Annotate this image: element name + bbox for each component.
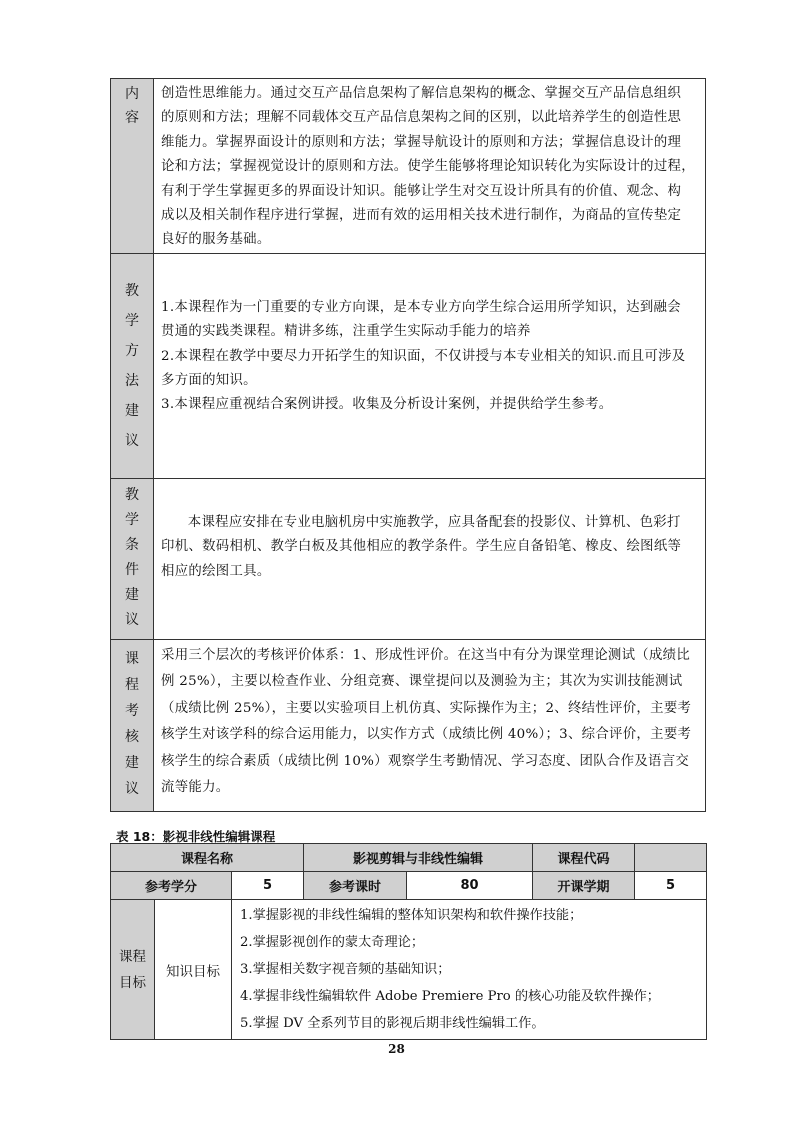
text-line: 印机、数码相机、教学白板及其他相应的教学条件。学生应自备铅笔、橡皮、绘图纸等	[161, 539, 682, 555]
label-char: 课	[125, 650, 139, 667]
teaching-conditions-row	[111, 478, 706, 639]
teaching-method-text-cell	[154, 253, 706, 478]
label-char: 建	[125, 754, 139, 771]
table-caption: 表 18：影视非线性编辑课程	[116, 829, 276, 844]
label-char: 建	[125, 402, 139, 419]
text-line: 本课程应安排在专业电脑机房中实施教学，应具备配套的投影仪、计算机、色彩打	[187, 514, 681, 530]
course-code-value	[635, 844, 707, 872]
text-line: 采用三个层次的考核评价体系：1、形成性评价。在这当中有分为课堂理论测试（成绩比	[161, 647, 691, 663]
label-char: 方	[125, 342, 139, 359]
label-char: 件	[125, 561, 139, 578]
goal-label-line: 课程	[119, 948, 146, 965]
course-name-value: 影视剪辑与非线性编辑	[304, 844, 533, 872]
goal-label-line: 目标	[119, 974, 146, 991]
course-info-table	[110, 843, 707, 1040]
credits-row	[111, 872, 707, 900]
text-line: 成以及相关制作程序进行掌握，进而有效的运用相关技术进行制作，为商品的宣传垫定	[161, 208, 682, 224]
text-line: 相应的绘图工具。	[161, 563, 271, 579]
course-goal-label	[111, 900, 155, 1040]
course-detail-table	[110, 78, 706, 812]
label-char: 议	[125, 611, 139, 628]
teaching-method-row	[111, 253, 706, 478]
content-text-cell	[154, 79, 706, 254]
text-line: 2.本课程在教学中要尽力开拓学生的知识面，不仅讲授与本专业相关的知识.而且可涉及	[161, 348, 686, 364]
text-line: 创造性思维能力。通过交互产品信息架构了解信息架构的概念、掌握交互产品信息组织	[161, 86, 682, 101]
text-line: 流等能力。	[161, 780, 230, 796]
assessment-label-cell	[111, 639, 154, 811]
text-line: 贯通的实践类课程。精讲多练，注重学生实际动手能力的培养	[161, 324, 531, 340]
teaching-conditions-label-cell	[111, 478, 154, 639]
label-char: 议	[125, 432, 139, 449]
text-line: 核学生对该学科的综合运用能力，以实作方式（成绩比例 40%）；3、综合评价，主要考	[161, 727, 692, 743]
label-char: 教	[125, 486, 139, 503]
text-line: 1.本课程作为一门重要的专业方向课，是本专业方向学生综合运用所学知识，达到融会	[161, 299, 681, 315]
knowledge-goals-cell	[232, 900, 707, 1040]
text-line: 的原则和方法；理解不同载体交互产品信息架构之间的区别，以此培养学生的创造性思	[161, 110, 682, 126]
label-char: 考	[125, 702, 139, 719]
text-line: 维能力。掌握界面设计的原则和方法；掌握导航设计的原则和方法；掌握信息设计的理	[161, 134, 682, 150]
label-char: 议	[125, 780, 139, 797]
course-code-label: 课程代码	[533, 844, 635, 872]
label-char: 核	[125, 728, 139, 745]
semester-value: 5	[635, 872, 707, 900]
teaching-method-label-cell	[111, 253, 154, 478]
teaching-conditions-text-cell	[154, 478, 706, 639]
label-char: 内	[125, 86, 139, 102]
assessment-row	[111, 639, 706, 811]
label-char: 学	[125, 511, 139, 528]
content-row	[111, 79, 706, 254]
text-line: 例 25%），主要以检查作业、分组竞赛、课堂提问以及测验为主；其次为实训技能测试	[161, 674, 683, 690]
label-char: 法	[125, 372, 139, 389]
label-char: 条	[125, 536, 139, 553]
goal-item: 4.掌握非线性编辑软件 Adobe Premiere Pro 的核心功能及软件操作；	[240, 989, 660, 1004]
assessment-text-cell	[154, 639, 706, 811]
hours-label: 参考课时	[304, 872, 407, 900]
hours-value: 80	[407, 872, 533, 900]
text-line: 良好的服务基础。	[161, 232, 271, 248]
text-line: 3.本课程应重视结合案例讲授。收集及分析设计案例，并提供给学生参考。	[161, 397, 613, 413]
label-char: 建	[125, 586, 139, 603]
credits-value: 5	[232, 872, 304, 900]
text-line: 有利于学生掌握更多的界面设计知识。能够让学生对交互设计所具有的价值、观念、构	[161, 183, 682, 199]
label-char: 教	[125, 282, 139, 299]
goal-item: 2.掌握影视创作的蒙太奇理论；	[240, 935, 425, 950]
label-char: 学	[125, 312, 139, 329]
knowledge-goals-row	[111, 900, 707, 1040]
text-line: （成绩比例 25%），主要以实验项目上机仿真、实际操作为主；2、终结性评价，主要考	[161, 700, 692, 716]
course-name-row	[111, 844, 707, 872]
semester-label: 开课学期	[533, 872, 635, 900]
label-char: 容	[125, 110, 139, 126]
page-number: 28	[388, 1042, 405, 1056]
course-name-label: 课程名称	[111, 844, 304, 872]
label-char: 程	[125, 676, 139, 693]
goal-item: 3.掌握相关数字视音频的基础知识；	[240, 962, 451, 977]
content-label-cell	[111, 79, 154, 254]
goal-item: 5.掌握 DV 全系列节目的影视后期非线性编辑工作。	[240, 1016, 545, 1031]
text-line: 论和方法；掌握视觉设计的原则和方法。使学生能够将理论知识转化为实际设计的过程，	[161, 159, 695, 175]
credits-label: 参考学分	[111, 872, 232, 900]
text-line: 多方面的知识。	[161, 373, 257, 389]
goal-item: 1.掌握影视的非线性编辑的整体知识架构和软件操作技能；	[240, 908, 583, 923]
knowledge-goal-label: 知识目标	[155, 900, 232, 1040]
text-line: 核学生的综合素质（成绩比例 10%）观察学生考勤情况、学习态度、团队合作及语言交	[161, 753, 690, 769]
